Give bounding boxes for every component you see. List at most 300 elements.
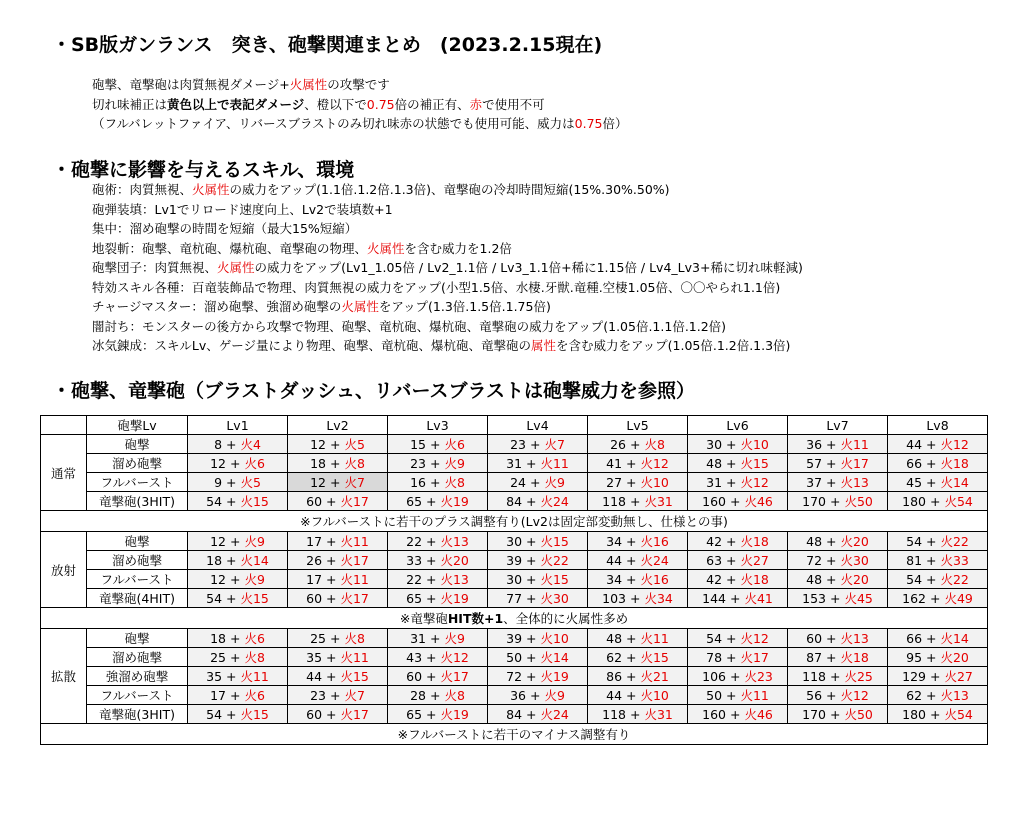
fixed-damage: 62 + xyxy=(906,688,941,703)
fire-damage: 火15 xyxy=(540,572,569,587)
fire-damage: 火20 xyxy=(840,534,869,549)
fire-damage: 火17 xyxy=(340,591,369,606)
fire-damage: 火5 xyxy=(240,475,261,490)
fixed-damage: 62 + xyxy=(606,650,641,665)
fixed-damage: 48 + xyxy=(806,534,841,549)
damage-cell xyxy=(388,551,488,570)
damage-cell xyxy=(388,705,488,724)
intro-line xyxy=(92,114,628,133)
damage-cell xyxy=(388,667,488,686)
damage-cell xyxy=(488,667,588,686)
fire-damage: 火45 xyxy=(844,591,873,606)
table-row xyxy=(41,705,988,724)
damage-cell xyxy=(388,532,488,551)
fixed-damage: 39 + xyxy=(506,631,541,646)
fixed-damage: 50 + xyxy=(706,688,741,703)
skill-line xyxy=(92,200,393,219)
damage-cell xyxy=(488,686,588,705)
fire-damage: 火19 xyxy=(440,494,469,509)
fixed-damage: 18 + xyxy=(206,553,241,568)
fire-damage: 火13 xyxy=(440,534,469,549)
fire-damage: 火13 xyxy=(940,688,969,703)
damage-cell xyxy=(888,551,988,570)
intro-text: （フルバレットファイア、リバースブラストのみ切れ味赤の状態でも使用可能、威力は xyxy=(92,116,575,131)
damage-cell xyxy=(488,435,588,454)
attack-label: 竜撃砲(3HIT) xyxy=(87,705,188,724)
intro-text: 0.75 xyxy=(366,96,395,112)
fire-damage: 火8 xyxy=(444,475,465,490)
damage-cell xyxy=(288,551,388,570)
fire-damage: 火6 xyxy=(444,437,465,452)
fixed-damage: 8 + xyxy=(214,437,241,452)
attack-label: 溜め砲撃 xyxy=(87,551,188,570)
fixed-damage: 78 + xyxy=(706,650,741,665)
fire-damage: 火17 xyxy=(840,456,869,471)
fire-damage: 火15 xyxy=(240,591,269,606)
skill-text: を含む威力を1.2倍 xyxy=(404,240,512,256)
fire-damage: 火13 xyxy=(840,475,869,490)
damage-cell xyxy=(188,629,288,648)
damage-cell xyxy=(788,532,888,551)
intro-text: 0.75 xyxy=(574,116,603,131)
attack-label: 強溜め砲撃 xyxy=(87,667,188,686)
fire-damage: 火8 xyxy=(344,456,365,471)
header-level-cell: Lv6 xyxy=(688,416,788,435)
fixed-damage: 12 + xyxy=(210,534,245,549)
skill-line xyxy=(92,219,357,238)
skill-line xyxy=(92,297,551,316)
fixed-damage: 54 + xyxy=(906,534,941,549)
damage-cell xyxy=(588,648,688,667)
fixed-damage: 81 + xyxy=(906,553,941,568)
skill-text: の威力をアップ(Lv1_1.05倍 / Lv2_1.1倍 / Lv3_1.1倍+稀に1.15倍 / Lv4_Lv3+稀に切れ味軽減) xyxy=(254,260,803,275)
damage-cell xyxy=(288,705,388,724)
damage-cell xyxy=(488,532,588,551)
damage-cell xyxy=(488,705,588,724)
shell-type-label: 放射 xyxy=(41,532,87,608)
intro-text: 火属性 xyxy=(289,77,328,92)
table-row xyxy=(41,454,988,473)
fixed-damage: 54 + xyxy=(206,494,241,509)
fixed-damage: 12 + xyxy=(310,475,345,490)
damage-cell xyxy=(488,492,588,511)
damage-cell xyxy=(888,667,988,686)
fire-damage: 火25 xyxy=(844,669,873,684)
damage-cell xyxy=(588,492,688,511)
fixed-damage: 162 + xyxy=(902,591,945,606)
damage-cell xyxy=(588,570,688,589)
fixed-damage: 129 + xyxy=(902,669,945,684)
fire-damage: 火8 xyxy=(244,650,265,665)
fire-damage: 火8 xyxy=(644,437,665,452)
header-level-cell: Lv7 xyxy=(788,416,888,435)
damage-cell xyxy=(588,589,688,608)
damage-cell xyxy=(688,667,788,686)
skill-text: の威力をアップ(1.1倍.1.2倍.1.3倍)、竜撃砲の冷却時間短縮(15%.30%.50%) xyxy=(229,182,670,197)
corner-cell xyxy=(41,416,87,435)
fixed-damage: 37 + xyxy=(806,475,841,490)
fixed-damage: 65 + xyxy=(406,494,441,509)
damage-cell xyxy=(588,473,688,492)
table-row xyxy=(41,648,988,667)
fixed-damage: 45 + xyxy=(906,475,941,490)
fire-damage: 火20 xyxy=(940,650,969,665)
attack-label: フルバースト xyxy=(87,570,188,589)
attack-label: 溜め砲撃 xyxy=(87,648,188,667)
damage-cell xyxy=(688,629,788,648)
damage-cell xyxy=(588,551,688,570)
fire-damage: 火24 xyxy=(540,494,569,509)
fixed-damage: 170 + xyxy=(802,494,845,509)
fire-damage: 火11 xyxy=(340,650,369,665)
fire-damage: 火12 xyxy=(640,456,669,471)
damage-cell xyxy=(688,570,788,589)
fixed-damage: 54 + xyxy=(206,707,241,722)
fire-damage: 火24 xyxy=(540,707,569,722)
fixed-damage: 60 + xyxy=(806,631,841,646)
fire-damage: 火14 xyxy=(940,631,969,646)
skill-text: 火属性 xyxy=(217,260,255,275)
fixed-damage: 56 + xyxy=(806,688,841,703)
damage-cell xyxy=(488,454,588,473)
attack-label: 溜め砲撃 xyxy=(87,454,188,473)
fire-damage: 火14 xyxy=(940,475,969,490)
intro-text: 倍） xyxy=(602,116,628,131)
header-level-cell: Lv1 xyxy=(188,416,288,435)
damage-cell xyxy=(788,705,888,724)
attack-label: 砲撃 xyxy=(87,629,188,648)
skill-line xyxy=(92,336,790,355)
skill-line xyxy=(92,278,780,297)
fire-damage: 火14 xyxy=(540,650,569,665)
fire-damage: 火18 xyxy=(740,572,769,587)
header-level-cell: Lv8 xyxy=(888,416,988,435)
damage-cell xyxy=(388,454,488,473)
fixed-damage: 95 + xyxy=(906,650,941,665)
fire-damage: 火24 xyxy=(640,553,669,568)
shell-type-label: 通常 xyxy=(41,435,87,511)
fixed-damage: 42 + xyxy=(706,534,741,549)
attack-label: 竜撃砲(4HIT) xyxy=(87,589,188,608)
fire-damage: 火22 xyxy=(940,534,969,549)
fixed-damage: 22 + xyxy=(406,534,441,549)
fixed-damage: 118 + xyxy=(602,707,645,722)
damage-cell xyxy=(188,589,288,608)
damage-cell xyxy=(388,648,488,667)
fire-damage: 火9 xyxy=(544,688,565,703)
skill-text: 火属性 xyxy=(192,182,230,197)
damage-cell xyxy=(488,551,588,570)
attack-label: 竜撃砲(3HIT) xyxy=(87,492,188,511)
fire-damage: 火9 xyxy=(244,534,265,549)
damage-cell xyxy=(888,454,988,473)
fire-damage: 火27 xyxy=(740,553,769,568)
table-row xyxy=(41,435,988,454)
fire-damage: 火9 xyxy=(244,572,265,587)
table-row xyxy=(41,532,988,551)
damage-cell xyxy=(388,435,488,454)
damage-cell xyxy=(488,473,588,492)
damage-cell xyxy=(688,705,788,724)
page-title: ・SB版ガンランス 突き、砲撃関連まとめ (2023.2.15現在) xyxy=(52,34,603,56)
header-level-cell: Lv3 xyxy=(388,416,488,435)
fixed-damage: 23 + xyxy=(310,688,345,703)
fixed-damage: 33 + xyxy=(406,553,441,568)
damage-cell xyxy=(188,435,288,454)
fire-damage: 火12 xyxy=(740,631,769,646)
intro-text: で使用不可 xyxy=(482,96,545,112)
damage-cell xyxy=(788,648,888,667)
fixed-damage: 65 + xyxy=(406,591,441,606)
fixed-damage: 12 + xyxy=(210,572,245,587)
damage-cell xyxy=(688,532,788,551)
fixed-damage: 77 + xyxy=(506,591,541,606)
table-row xyxy=(41,492,988,511)
table-row xyxy=(41,473,988,492)
damage-cell xyxy=(288,589,388,608)
skill-text: 地裂斬：砲撃、竜杭砲、爆杭砲、竜撃砲の物理、 xyxy=(92,240,368,256)
fixed-damage: 31 + xyxy=(506,456,541,471)
attack-label: 砲撃 xyxy=(87,435,188,454)
damage-cell xyxy=(688,435,788,454)
fixed-damage: 35 + xyxy=(306,650,341,665)
damage-cell xyxy=(288,667,388,686)
fixed-damage: 60 + xyxy=(406,669,441,684)
fire-damage: 火18 xyxy=(740,534,769,549)
skill-text: 砲弾装填：Lv1でリロード速度向上、Lv2で装填数+1 xyxy=(92,201,393,217)
fire-damage: 火12 xyxy=(440,650,469,665)
fixed-damage: 39 + xyxy=(506,553,541,568)
damage-cell xyxy=(688,551,788,570)
fire-damage: 火8 xyxy=(444,688,465,703)
damage-cell xyxy=(788,686,888,705)
fire-damage: 火11 xyxy=(840,437,869,452)
damage-cell xyxy=(688,454,788,473)
damage-cell xyxy=(188,473,288,492)
fire-damage: 火7 xyxy=(344,688,365,703)
fixed-damage: 48 + xyxy=(606,631,641,646)
fire-damage: 火31 xyxy=(644,707,673,722)
skill-text: 属性 xyxy=(531,338,557,353)
fixed-damage: 26 + xyxy=(610,437,645,452)
fire-damage: 火15 xyxy=(640,650,669,665)
fire-damage: 火10 xyxy=(640,688,669,703)
fixed-damage: 44 + xyxy=(306,669,341,684)
damage-cell xyxy=(388,686,488,705)
damage-cell xyxy=(188,454,288,473)
damage-cell xyxy=(288,629,388,648)
damage-cell xyxy=(788,454,888,473)
skill-text: 砲撃団子：肉質無視、 xyxy=(92,260,218,275)
damage-cell xyxy=(888,492,988,511)
fixed-damage: 103 + xyxy=(602,591,645,606)
fixed-damage: 84 + xyxy=(506,494,541,509)
fixed-damage: 118 + xyxy=(602,494,645,509)
fixed-damage: 30 + xyxy=(506,534,541,549)
table-row xyxy=(41,686,988,705)
fixed-damage: 60 + xyxy=(306,494,341,509)
fixed-damage: 57 + xyxy=(806,456,841,471)
damage-cell xyxy=(488,570,588,589)
damage-cell xyxy=(388,473,488,492)
damage-cell xyxy=(888,570,988,589)
fixed-damage: 22 + xyxy=(406,572,441,587)
fire-damage: 火11 xyxy=(740,688,769,703)
shell-type-label: 拡散 xyxy=(41,629,87,724)
damage-cell xyxy=(888,473,988,492)
fire-damage: 火15 xyxy=(740,456,769,471)
fixed-damage: 24 + xyxy=(510,475,545,490)
damage-cell xyxy=(188,648,288,667)
fire-damage: 火30 xyxy=(840,553,869,568)
fixed-damage: 36 + xyxy=(806,437,841,452)
table-note: ※竜撃砲HIT数+1、全体的に火属性多め xyxy=(41,608,988,629)
fire-damage: 火6 xyxy=(244,631,265,646)
fixed-damage: 180 + xyxy=(902,707,945,722)
intro-text: の攻撃です xyxy=(327,77,390,92)
damage-cell xyxy=(488,629,588,648)
header-level-cell: Lv2 xyxy=(288,416,388,435)
table-section-title: ・砲撃、竜撃砲（ブラストダッシュ、リバースブラストは砲撃威力を参照） xyxy=(52,380,695,402)
fixed-damage: 23 + xyxy=(410,456,445,471)
skill-text: 冰気錬成：スキルLv、ゲージ量により物理、砲撃、竜杭砲、爆杭砲、竜撃砲の xyxy=(92,338,531,353)
intro-text: 黄色以上で表記ダメージ xyxy=(167,96,305,112)
fire-damage: 火33 xyxy=(940,553,969,568)
fixed-damage: 9 + xyxy=(214,475,241,490)
damage-cell xyxy=(888,629,988,648)
fire-damage: 火18 xyxy=(840,650,869,665)
fixed-damage: 63 + xyxy=(706,553,741,568)
skill-text: チャージマスター：溜め砲撃、強溜め砲撃の xyxy=(92,299,342,314)
damage-cell xyxy=(288,473,388,492)
intro-text: 、橙以下で xyxy=(304,96,367,112)
fixed-damage: 17 + xyxy=(306,534,341,549)
fixed-damage: 18 + xyxy=(210,631,245,646)
damage-cell xyxy=(888,705,988,724)
fire-damage: 火50 xyxy=(844,494,873,509)
fire-damage: 火54 xyxy=(944,707,973,722)
fixed-damage: 84 + xyxy=(506,707,541,722)
fire-damage: 火19 xyxy=(440,591,469,606)
damage-cell xyxy=(788,435,888,454)
fire-damage: 火11 xyxy=(540,456,569,471)
fixed-damage: 86 + xyxy=(606,669,641,684)
skill-text: 闇討ち：モンスターの後方から攻撃で物理、砲撃、竜杭砲、爆杭砲、竜撃砲の威力をアップ(1.05倍.1.1倍.1.2倍) xyxy=(92,318,727,334)
damage-cell xyxy=(788,473,888,492)
damage-cell xyxy=(288,454,388,473)
fire-damage: 火14 xyxy=(240,553,269,568)
fire-damage: 火50 xyxy=(844,707,873,722)
fire-damage: 火17 xyxy=(340,707,369,722)
fire-damage: 火22 xyxy=(940,572,969,587)
fixed-damage: 31 + xyxy=(410,631,445,646)
damage-cell xyxy=(588,686,688,705)
skill-line xyxy=(92,239,512,258)
damage-cell xyxy=(888,435,988,454)
fixed-damage: 35 + xyxy=(206,669,241,684)
damage-cell xyxy=(688,492,788,511)
fire-damage: 火16 xyxy=(640,572,669,587)
header-level-cell: Lv5 xyxy=(588,416,688,435)
intro-text: 倍の補正有、 xyxy=(394,96,470,112)
fire-damage: 火15 xyxy=(340,669,369,684)
fixed-damage: 48 + xyxy=(806,572,841,587)
damage-cell xyxy=(388,589,488,608)
damage-cell xyxy=(188,705,288,724)
fixed-damage: 50 + xyxy=(506,650,541,665)
fire-damage: 火10 xyxy=(640,475,669,490)
fire-damage: 火19 xyxy=(440,707,469,722)
damage-cell xyxy=(788,629,888,648)
table-row xyxy=(41,589,988,608)
header-level-cell: Lv4 xyxy=(488,416,588,435)
fire-damage: 火11 xyxy=(340,572,369,587)
fixed-damage: 12 + xyxy=(310,437,345,452)
fixed-damage: 36 + xyxy=(510,688,545,703)
fire-damage: 火16 xyxy=(640,534,669,549)
skill-text: 火属性 xyxy=(367,240,405,256)
fixed-damage: 25 + xyxy=(210,650,245,665)
attack-label: フルバースト xyxy=(87,686,188,705)
fixed-damage: 44 + xyxy=(906,437,941,452)
fire-damage: 火11 xyxy=(640,631,669,646)
damage-cell xyxy=(288,492,388,511)
fixed-damage: 17 + xyxy=(306,572,341,587)
fire-damage: 火12 xyxy=(740,475,769,490)
damage-cell xyxy=(788,589,888,608)
damage-cell xyxy=(188,551,288,570)
fire-damage: 火34 xyxy=(644,591,673,606)
skill-text: をアップ(1.3倍.1.5倍.1.75倍) xyxy=(378,299,551,314)
fixed-damage: 16 + xyxy=(410,475,445,490)
fixed-damage: 48 + xyxy=(706,456,741,471)
fixed-damage: 26 + xyxy=(306,553,341,568)
fire-damage: 火7 xyxy=(544,437,565,452)
fire-damage: 火17 xyxy=(740,650,769,665)
table-note-row xyxy=(41,511,988,532)
fire-damage: 火10 xyxy=(740,437,769,452)
fire-damage: 火5 xyxy=(344,437,365,452)
fire-damage: 火27 xyxy=(944,669,973,684)
intro-text: 切れ味補正は xyxy=(92,96,168,112)
fixed-damage: 15 + xyxy=(410,437,445,452)
damage-cell xyxy=(788,551,888,570)
fixed-damage: 28 + xyxy=(410,688,445,703)
fixed-damage: 106 + xyxy=(702,669,745,684)
fixed-damage: 17 + xyxy=(210,688,245,703)
fixed-damage: 72 + xyxy=(506,669,541,684)
intro-text: 砲撃、竜撃砲は肉質無視ダメージ+ xyxy=(92,77,290,92)
damage-cell xyxy=(188,667,288,686)
fixed-damage: 54 + xyxy=(906,572,941,587)
skill-text: 集中：溜め砲撃の時間を短縮（最大15%短縮） xyxy=(92,221,358,236)
fixed-damage: 27 + xyxy=(606,475,641,490)
table-row xyxy=(41,629,988,648)
fixed-damage: 43 + xyxy=(406,650,441,665)
skill-text: 火属性 xyxy=(341,299,379,314)
fire-damage: 火20 xyxy=(440,553,469,568)
fire-damage: 火11 xyxy=(240,669,269,684)
fire-damage: 火31 xyxy=(644,494,673,509)
damage-cell xyxy=(688,686,788,705)
fire-damage: 火9 xyxy=(544,475,565,490)
damage-cell xyxy=(888,532,988,551)
fire-damage: 火6 xyxy=(244,456,265,471)
fixed-damage: 42 + xyxy=(706,572,741,587)
fire-damage: 火9 xyxy=(444,631,465,646)
damage-cell xyxy=(588,667,688,686)
fire-damage: 火15 xyxy=(540,534,569,549)
